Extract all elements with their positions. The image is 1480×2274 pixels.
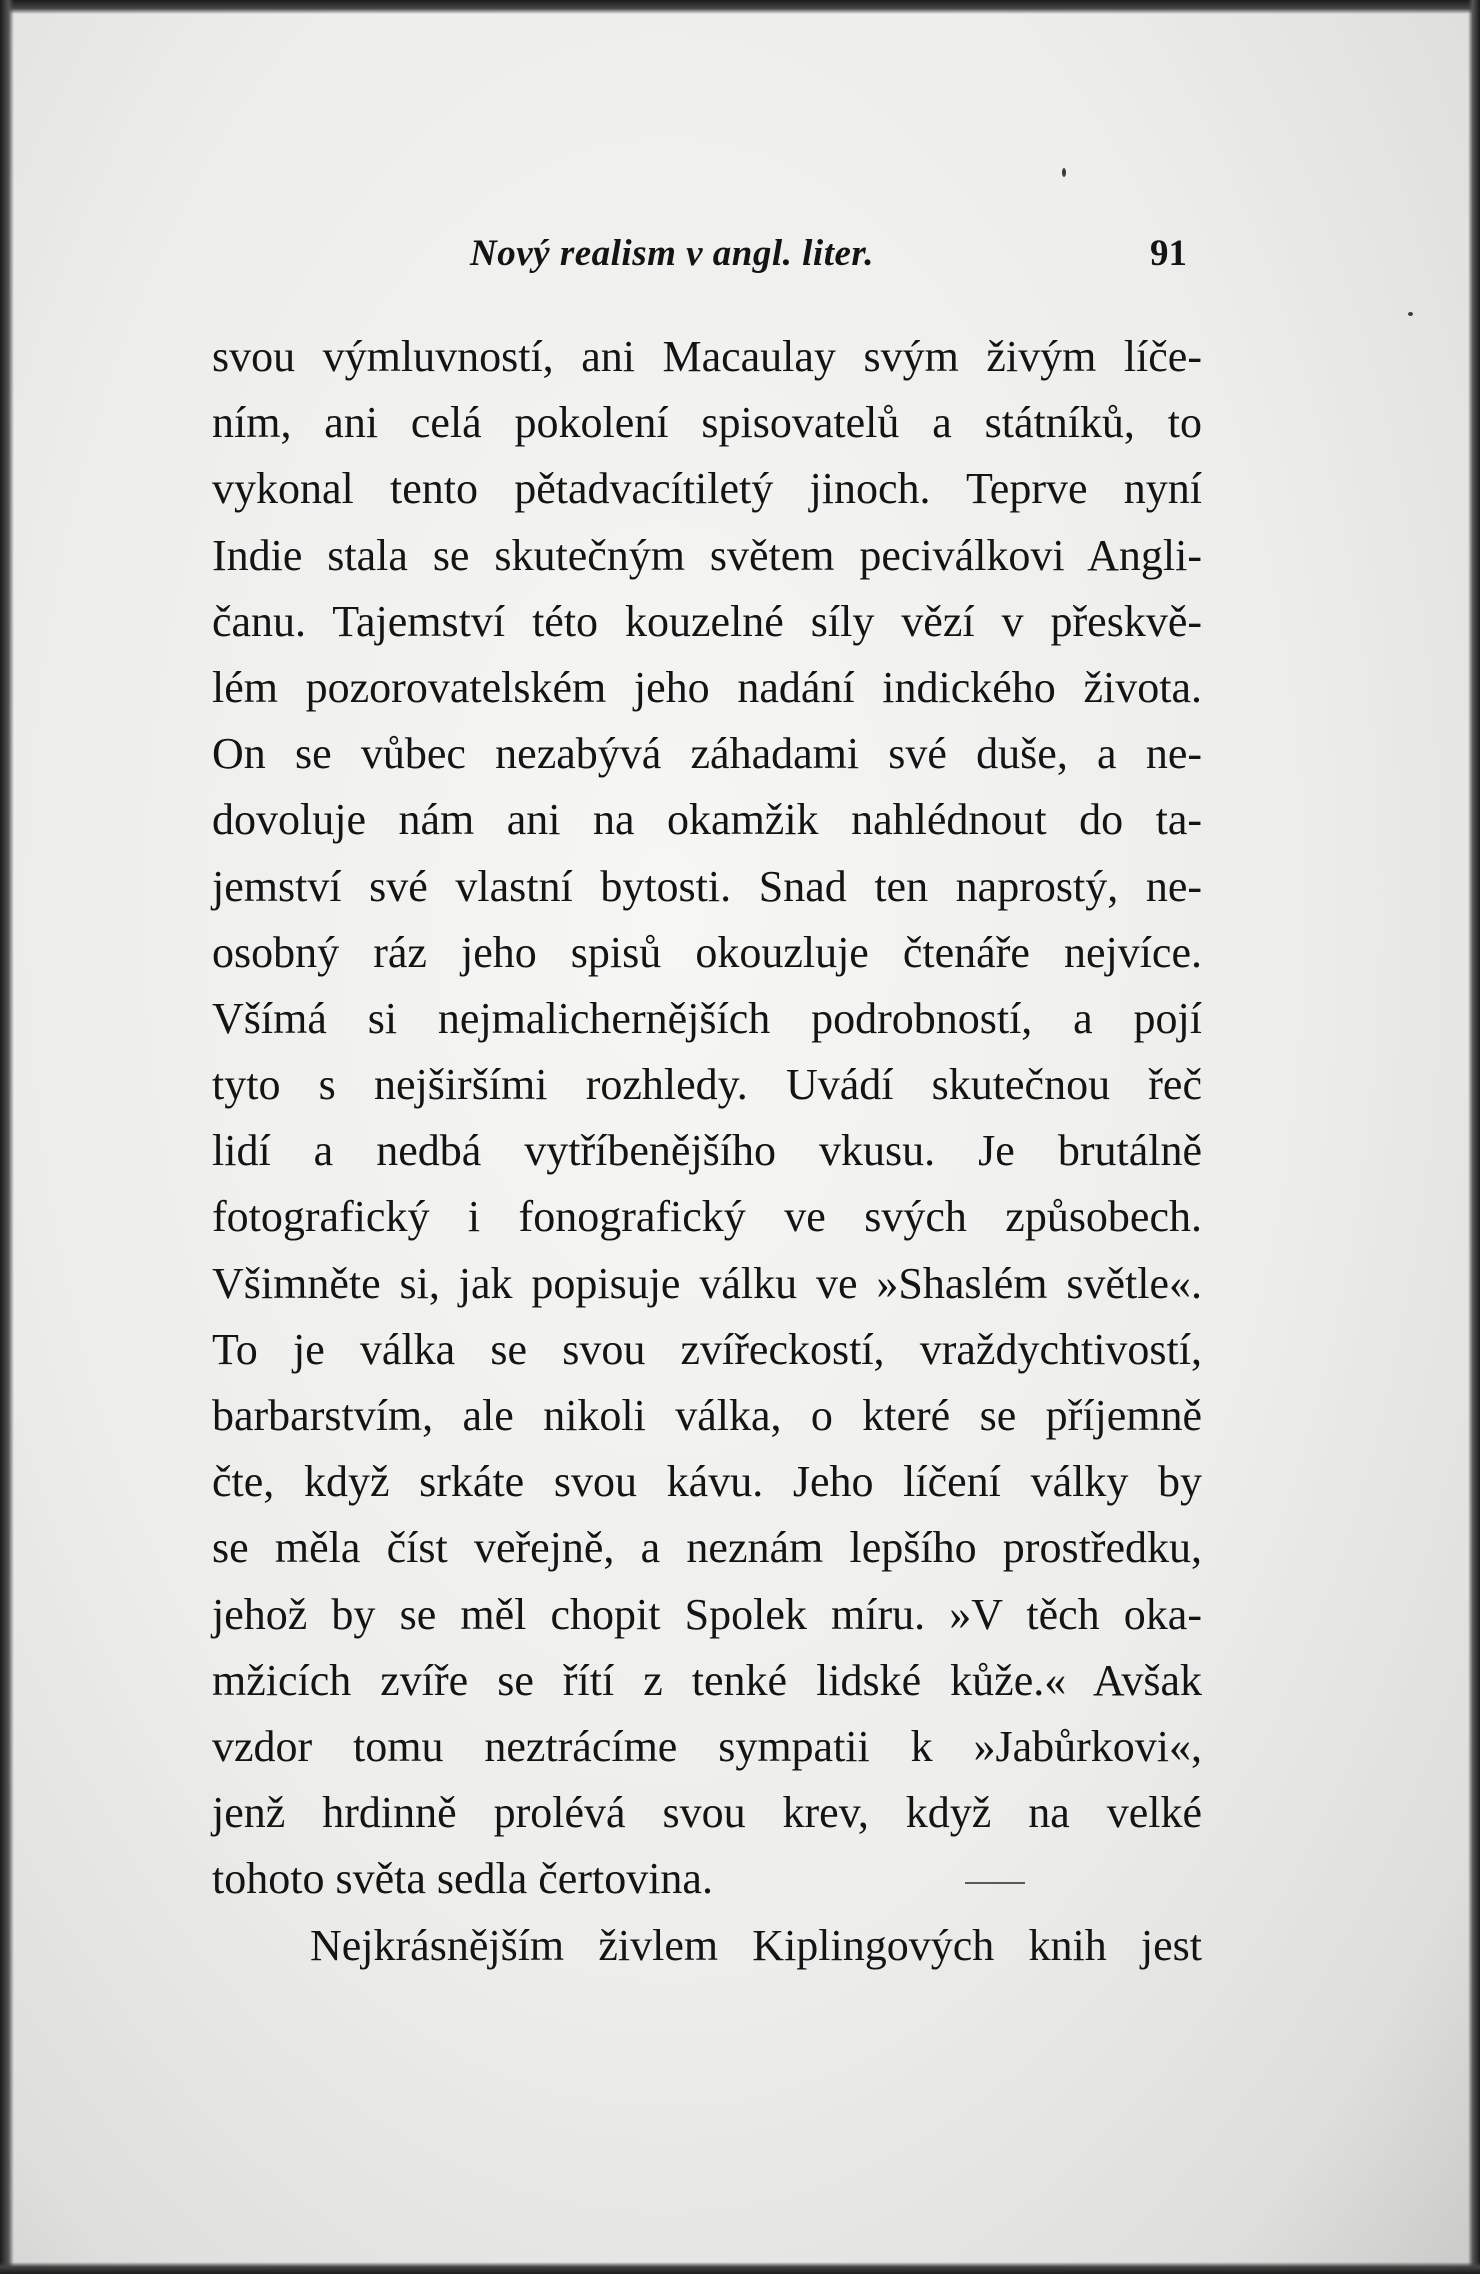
ink-speck <box>1062 168 1066 177</box>
text-line: jehož by se měl chopit Spolek míru. »V těch oka- <box>212 1589 1202 1639</box>
ink-speck <box>1408 312 1413 316</box>
text-line: dovoluje nám ani na okamžik nahlédnout do ta- <box>212 795 1202 845</box>
scan-edge-bottom <box>0 2262 1480 2274</box>
text-line: jemství své vlastní bytosti. Snad ten naprostý, ne- <box>212 861 1202 911</box>
text-line: mžicích zvíře se řítí z tenké lidské kůže.« Avšak <box>212 1655 1202 1705</box>
text-line: Indie stala se skutečným světem peciválkovi Angli- <box>212 530 1202 580</box>
scan-edge-top <box>0 0 1480 14</box>
text-line: tohoto světa sedla čertovina. <box>212 1854 713 1904</box>
text-line: lém pozorovatelském jeho nadání indického života. <box>212 662 1202 712</box>
text-line: Všimněte si, jak popisuje válku ve »Shaslém světle«. <box>212 1258 1202 1308</box>
paragraph-break-dash <box>965 1882 1025 1884</box>
text-line: To je válka se svou zvířeckostí, vraždychtivostí, <box>212 1324 1202 1374</box>
page-number: 91 <box>1150 233 1187 274</box>
text-line: vykonal tento pětadvacítiletý jinoch. Teprve nyní <box>212 464 1202 514</box>
text-line: osobný ráz jeho spisů okouzluje čtenáře nejvíce. <box>212 927 1202 977</box>
scan-edge-right <box>1468 0 1480 2274</box>
body-text <box>212 324 1202 1979</box>
text-line: lidí a nedbá vytříbenějšího vkusu. Je brutálně <box>212 1126 1202 1176</box>
text-line: On se vůbec nezabývá záhadami své duše, a ne- <box>212 729 1202 779</box>
text-line: jenž hrdinně prolévá svou krev, když na velké <box>212 1788 1202 1838</box>
text-line: ním, ani celá pokolení spisovatelů a státníků, to <box>212 398 1202 448</box>
text-line: tyto s nejširšími rozhledy. Uvádí skutečnou řeč <box>212 1060 1202 1110</box>
text-line: fotografický i fonografický ve svých způsobech. <box>212 1192 1202 1242</box>
text-line: barbarstvím, ale nikoli válka, o které se příjemně <box>212 1391 1202 1440</box>
running-head: Nový realism v angl. liter. <box>470 233 875 274</box>
text-line: svou výmluvností, ani Macaulay svým živým líče- <box>212 332 1202 381</box>
text-line: Všímá si nejmalichernějších podrobností, a pojí <box>212 993 1202 1043</box>
text-line: čte, když srkáte svou kávu. Jeho líčení války by <box>212 1457 1202 1507</box>
text-line: se měla číst veřejně, a neznám lepšího prostředku, <box>212 1523 1202 1573</box>
scan-edge-left <box>0 0 14 2274</box>
text-line: čanu. Tajemství této kouzelné síly vězí v přeskvě- <box>212 596 1202 646</box>
text-line: vzdor tomu neztrácíme sympatii k »Jabůrkovi«, <box>212 1721 1202 1771</box>
paragraph-first-line: Nejkrásnějším živlem Kiplingových knih jest <box>310 1920 1202 1970</box>
